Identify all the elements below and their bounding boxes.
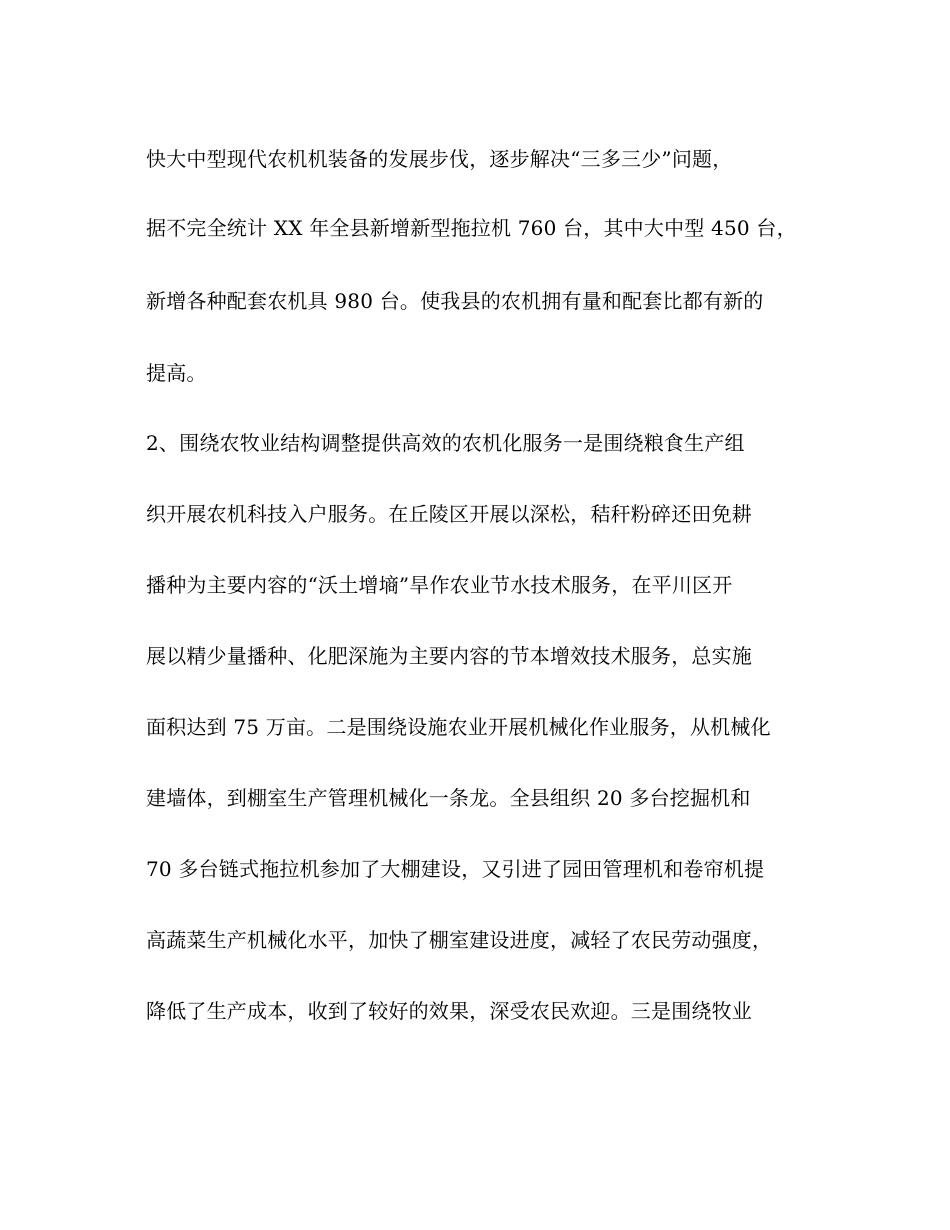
text-line: 高蔬菜生产机械化水平，加快了棚室建设进度，减轻了农民劳动强度，: [146, 928, 773, 952]
text-line: 快大中型现代农机机装备的发展步伐，逐步解决“三多三少”问题，: [146, 147, 733, 171]
text-line: 面积达到 75 万亩。二是围绕设施农业开展机械化作业服务，从机械化: [146, 715, 771, 739]
text-line: 播种为主要内容的“沃土增墒”旱作农业节水技术服务，在平川区开: [146, 573, 733, 597]
text-line: 展以精少量播种、化肥深施为主要内容的节本增效技术服务，总实施: [146, 644, 752, 668]
text-line: 新增各种配套农机具 980 台。使我县的农机拥有量和配套比都有新的: [146, 289, 764, 313]
text-line: 2、围绕农牧业结构调整提供高效的农机化服务一是围绕粮食生产组: [146, 431, 745, 455]
text-line: 建墙体，到棚室生产管理机械化一条龙。全县组织 20 多台挖掘机和: [146, 786, 751, 810]
text-line: 据不完全统计 XX 年全县新增新型拖拉机 760 台，其中大中型 450 台，: [146, 216, 797, 240]
text-line: 织开展农机科技入户服务。在丘陵区开展以深松，秸秆粉碎还田免耕: [146, 502, 752, 526]
text-line: 70 多台链式拖拉机参加了大棚建设，又引进了园田管理机和卷帘机提: [146, 857, 765, 881]
text-line: 提高。: [146, 361, 207, 385]
text-line: 降低了生产成本，收到了较好的效果，深受农民欢迎。三是围绕牧业: [146, 999, 752, 1023]
